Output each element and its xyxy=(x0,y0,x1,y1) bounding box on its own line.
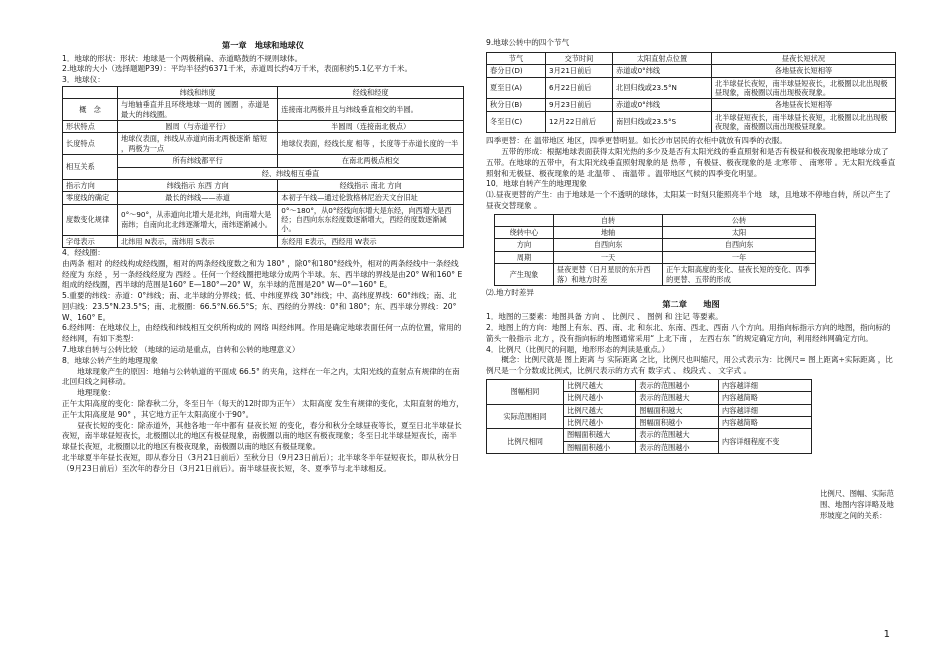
table-row-label: 相互关系 xyxy=(63,155,118,180)
table-cell: 自西向东 xyxy=(663,239,816,251)
para-five-zones: 五带的形成：根据地球表面获得太阳光热的多少及是否有太阳光线的垂直照射和是否有极昼和极夜现象把地球分成了五带。在地球的五带中，有太阳光线垂直照射现象的是 热带 ，有极昼、极夜现象的是 北寒带 、 南寒带 。无太阳光线垂直照射和无极昼、极夜现象的是 北温带 、 南温带 。温带地区气候的四季变化明显。 xyxy=(486,147,896,178)
para-meridian-detail: 由两条 相对 的经线构成经线圈，相对的两条经线度数之和为 180° ，除0°和180°经线外，相对的两条经线中一条经线经度为 东经 ，另一条经线经度为 西经 。任何一个经线圈把地球分成两个半球。东、西半球的界线是由20° W和160° E组成的经线圈，西半球的范围是160° E—180°—20° W，东半球的范围是20° W—0°—160° E。 xyxy=(62,258,463,290)
para-rotation-heading: 10．地球自转产生的地理现象 xyxy=(486,179,587,189)
table-cell: 表示的范围越小 xyxy=(636,441,719,453)
scale-table xyxy=(486,379,812,454)
table-cell: 表示的范围越小 xyxy=(636,380,719,392)
table-cell: 秋分日(B) xyxy=(487,99,546,111)
table-cell: 地轴 xyxy=(554,227,663,239)
table-cell: 各地昼夜长短相等 xyxy=(712,99,896,111)
table-cell: 所有纬线都平行 xyxy=(118,155,278,167)
table-cell: 夏至日(A) xyxy=(487,77,546,99)
table-cell: 半圆周（连接南北极点） xyxy=(278,121,464,133)
table-cell: 东经用 E表示，西经用 W表示 xyxy=(278,235,464,247)
table-cell: 与地轴垂直并且环绕地球一周的 圆圈 ，赤道是最大的纬线圈。 xyxy=(118,99,278,121)
chapter-title: 第一章 地球和地球仪 xyxy=(222,40,304,50)
table-row-label: 度数变化规律 xyxy=(63,204,118,235)
table-cell: 12月22日前后 xyxy=(546,111,613,133)
table-cell: 正午太阳高度的变化、昼夜长短的变化、四季的更替、五带的形成 xyxy=(663,264,816,286)
table-cell: 内容详细程度不变 xyxy=(718,429,811,454)
table-cell: 内容越简略 xyxy=(718,417,811,429)
table-cell: 比例尺越大 xyxy=(564,404,636,416)
table-cell: 北半球昼长夜短，南半球昼短夜长，北极圈以北出现极昼现象，南极圈以南出现极夜现象。 xyxy=(712,77,896,99)
table2-head: 交节时间 xyxy=(546,52,613,64)
para-day-length: 昼夜长短的变化：除赤道外，其他各地一年中都有 昼夜长短 的变化，春分和秋分全球昼夜等长，夏至日北半球昼长夜短，南半球昼短夜长，北极圈以北的地区有极昼现象，南极圈以南的地区有极夜现象；冬至日北半球昼短夜长，南半球昼长夜短，北极圈以北的地区有极夜现象，南极圈以南的地区有极昼现象。 xyxy=(62,420,462,452)
table-cell: 北纬用 N表示，南纬用 S表示 xyxy=(118,235,278,247)
table-cell: 地球仪表面，纬线从赤道向南北两极逐渐 缩短 ，两极为一点 xyxy=(118,133,278,155)
para-graticule: 6.经纬网：在地球仪上，由经线和纬线相互交织所构成的 网络 叫经纬网。作用是确定地球表面任何一点的位置，常用的经纬网，有如下类型： xyxy=(62,323,462,344)
para-day-night: ⑴.昼夜更替的产生：由于地球是一个不透明的球体，太阳某一时刻只能照亮半个地 球，且地球不停地自转，所以产生了 昼夜交替现象 。 xyxy=(486,190,891,210)
table-cell: 一天 xyxy=(554,251,663,263)
table-cell: 内容越详细 xyxy=(718,404,811,416)
para-rotation-compare: 7.地球自转与公转比较 （地球的运动是重点，自转和公转的地理意义） xyxy=(62,345,300,355)
table1-head-0 xyxy=(63,86,118,98)
table-cell: 昼夜更替（日月星辰的东升西落）和地方时差 xyxy=(554,264,663,286)
para-globe: 3．地球仪： xyxy=(62,75,105,85)
table-cell: 9月23日前后 xyxy=(546,99,613,111)
latlon-table xyxy=(62,86,464,248)
table-cell: 连接南北两极并且与纬线垂直相交的半圆。 xyxy=(278,99,464,121)
table3-head: 公转 xyxy=(663,214,816,226)
table-cell: 自西向东 xyxy=(554,239,663,251)
table-cell: 0°～180°，从0°经线向东增大是东经，向西增大是西经；自西向东东经度数逐渐增大，西经的度数逐渐减小。 xyxy=(278,204,464,235)
table-cell: 赤道或0°纬线 xyxy=(613,99,712,111)
table-cell: 一年 xyxy=(663,251,816,263)
table-cell: 比例尺越小 xyxy=(564,392,636,404)
table-cell: 地球仪表面，经线长度 相等 ，长度等于赤道长度的一半 xyxy=(278,133,464,155)
table-cell: 比例尺越小 xyxy=(564,417,636,429)
table1-head-lat: 纬线和纬度 xyxy=(118,86,278,98)
table-cell: 纬线指示 东西 方向 xyxy=(118,179,278,191)
table-row-label: 产生现象 xyxy=(495,264,554,286)
para-revolution-cause: 地球现象产生的原因：地轴与公转轨道的平面成 66.5° 的夹角，这样在一年之内，太阳光线的直射点有规律的在南北回归线之间移动。 xyxy=(62,366,460,387)
solar-terms-table xyxy=(486,52,896,134)
table-row-label: 概 念 xyxy=(63,99,118,121)
table-row-label: 零度线的确定 xyxy=(63,192,118,204)
rotation-revolution-table xyxy=(494,214,816,286)
table-cell: 3月21日前后 xyxy=(546,65,613,77)
para-half-year: 北半球夏半年昼长夜短，即从春分日（3月21日前后）至秋分日（9月23日前后）；北半球冬半年昼短夜长，即从秋分日（9月23日前后）至次年的春分日（3月21日前后）。南半球昼夜长短，冬、夏季节与北半球相反。 xyxy=(62,452,460,473)
table-cell: 0°～90°，从赤道向北增大是北纬，向南增大是南纬；自南向北北纬逐渐增大，南纬逐渐减小。 xyxy=(118,204,278,235)
table-cell: 图幅面积越大 xyxy=(636,404,719,416)
table-cell: 圆周（与赤道平行） xyxy=(118,121,278,133)
para-phenomena: 地理现象： xyxy=(77,388,116,398)
left-column xyxy=(62,40,464,474)
para-key-latitudes: 5.重要的纬线：赤道：0°纬线；南、北半球的分界线；低、中纬度界线 30°纬线；中、高纬度界线：60°纬线；南、北回归线：23.5°N.23.5°S；南、北极圈：66.5°N.66.5°S；东、西经的分界线：0°和 180°；东、西半球分界线：20° W、160° E。 xyxy=(62,291,457,322)
table-row-label: 指示方向 xyxy=(63,179,118,191)
table-row-label: 长度特点 xyxy=(63,133,118,155)
table-cell: 南回归线或23.5°S xyxy=(613,111,712,133)
table-cell: 北半球昼短夜长，南半球昼长夜短，北极圈以北出现极夜现象，南极圈以南出现极昼现象。 xyxy=(712,111,896,133)
table-cell: 本初子午线—通过伦敦格林尼治天文台旧址 xyxy=(278,192,464,204)
table2-head: 昼夜长短状况 xyxy=(712,52,896,64)
table-cell: 图幅面积越大 xyxy=(564,429,636,441)
para-seasons: 四季更替：在 温带地区 地区，四季更替明显。如长沙市居民的衣柜中就放有四季的衣服。 xyxy=(486,136,787,146)
para-revolution-heading: 8．地球公转产生的地理现象 xyxy=(62,355,158,365)
table-cell: 表示的范围越大 xyxy=(636,392,719,404)
table-row-label: 图幅相同 xyxy=(487,380,564,405)
para-scale-heading: 4．比例尺（比例尺的问题，地形形态的判读是重点。） xyxy=(486,344,670,354)
table-row-label: 周期 xyxy=(495,251,554,263)
table1-head-lon: 经线和经度 xyxy=(278,86,464,98)
table2-head: 太阳直射点位置 xyxy=(613,52,712,64)
table2-head: 节气 xyxy=(487,52,546,64)
table-cell: 图幅面积越小 xyxy=(636,417,719,429)
scale-side-note: 比例尺、图幅、实际范围、地图内容详略及地形坡度之间的关系： xyxy=(820,489,894,521)
table-cell: 春分日(D) xyxy=(487,65,546,77)
page-number: 1 xyxy=(883,628,890,640)
table-row-label: 比例尺相同 xyxy=(487,429,564,454)
table-row-label: 方向 xyxy=(495,239,554,251)
chapter2-title: 第二章 地图 xyxy=(662,298,720,309)
table-cell: 太阳 xyxy=(663,227,816,239)
table-cell: 6月22日前后 xyxy=(546,77,613,99)
para-solar-altitude: 正午太阳高度的变化：除春秋二分，冬至日午（每天的12时即为正午） 太阳高度 发生有规律的变化，太阳直射的地方，正午太阳高度是 90° ，其它地方正午太阳高度小于90°。 xyxy=(62,398,464,419)
table-cell: 内容越详细 xyxy=(718,380,811,392)
table-cell: 比例尺越大 xyxy=(564,380,636,392)
table-cell: 最长的纬线——赤道 xyxy=(118,192,278,204)
table3-head xyxy=(495,214,554,226)
para-scale-concept: 概念：比例尺就是 图上距离 与 实际距离 之比，比例尺也叫缩尺，用公式表示为：比例尺= 图上距离÷实际距离 ，比例尺是一个分数或比例式，比例尺表示的方式有 数字式 、 线段式 、 文字式 。 xyxy=(486,355,893,376)
para-map-direction: 2．地图上的方向：地图上有东、西、南、北 和东北、东南、西北、西南 八个方向。用指向标指示方向的地图，指向标的箭头一般指示 北方 ，没有指向标的地图通常采用“ 上北下南 ， 左西右东 ”的规定确定方向，利用经纬网确定方向。 xyxy=(486,323,891,343)
table3-head: 自转 xyxy=(554,214,663,226)
table-cell: 内容越简略 xyxy=(718,392,811,404)
para-size: 2.地球的大小（选择题题P39）：平均半径约6371千米，赤道周长约4万千米，表面积约5.1亿平方千米。 xyxy=(62,64,413,74)
table-cell: 经、纬线相互垂直 xyxy=(118,167,464,179)
table-cell: 冬至日(C) xyxy=(487,111,546,133)
para-local-time: ⑵.地方时差异 xyxy=(486,287,534,297)
table-cell: 在南北两极点相交 xyxy=(278,155,464,167)
table-row-label: 实际范围相同 xyxy=(487,404,564,429)
table-row-label: 绕转中心 xyxy=(495,227,554,239)
table-cell: 各地昼夜长短相等 xyxy=(712,65,896,77)
para-meridian-circle: 4．经线圈： xyxy=(62,248,105,258)
table-cell: 赤道或0°纬线 xyxy=(613,65,712,77)
para-shape: 1．地球的形状：形状：地球是一个两极稍扁、赤道略鼓的不规则球体。 xyxy=(62,53,303,63)
table-cell: 图幅面积越小 xyxy=(564,441,636,453)
table-cell: 北回归线或23.5°N xyxy=(613,77,712,99)
table-cell: 表示的范围越大 xyxy=(636,429,719,441)
table-cell: 经线指示 南北 方向 xyxy=(278,179,464,191)
right-column xyxy=(486,38,896,454)
para-solar-terms: 9.地球公转中的四个节气 xyxy=(486,38,570,47)
para-map-elements: 1．地图的三要素：地图具备 方向 、 比例尺 、 图例 和 注记 等要素。 xyxy=(486,312,723,322)
table-row-label: 字母表示 xyxy=(63,235,118,247)
table-row-label: 形状特点 xyxy=(63,121,118,133)
